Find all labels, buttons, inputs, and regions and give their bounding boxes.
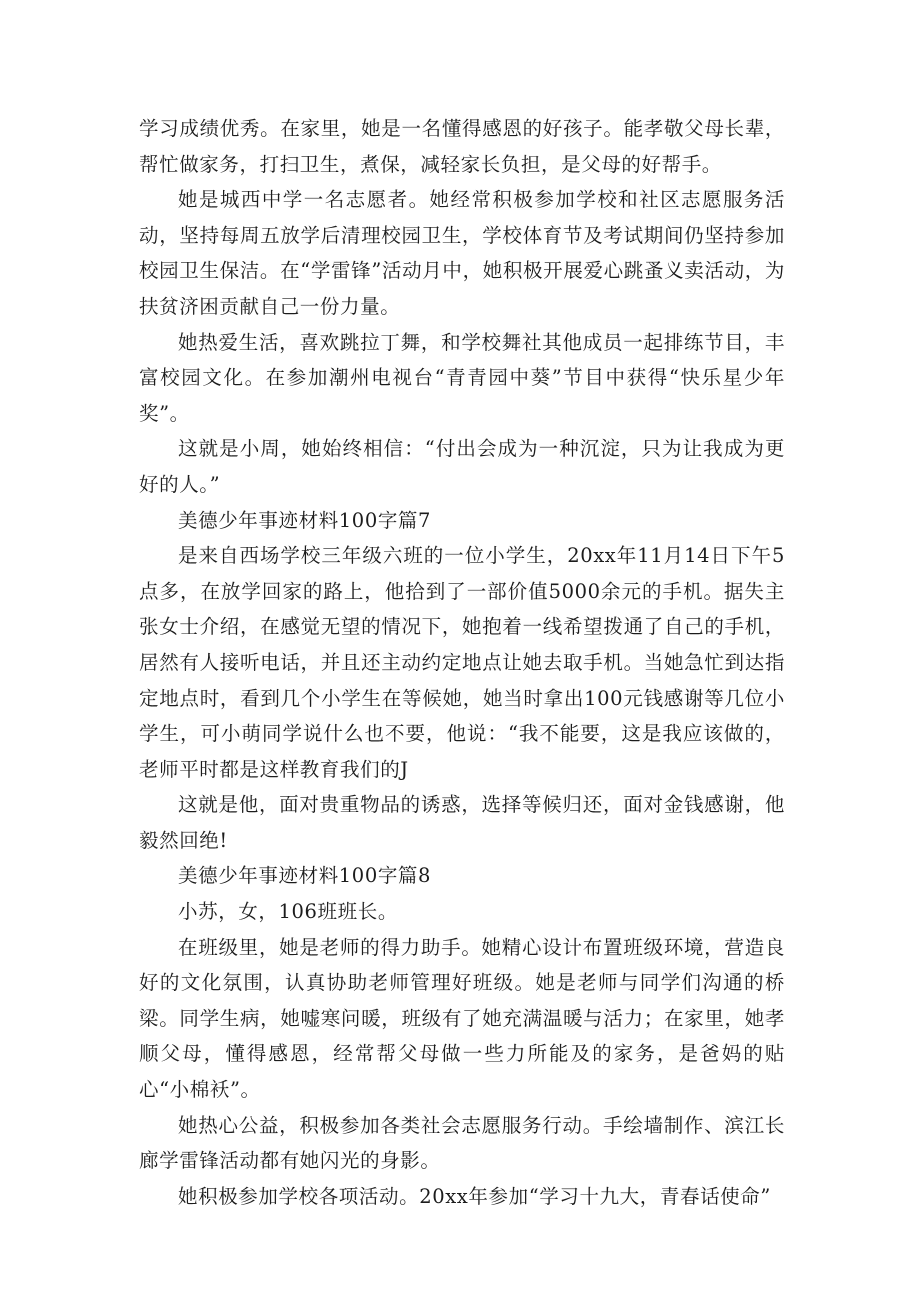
- paragraph: 在班级里，她是老师的得力助手。她精心设计布置班级环境，营造良好的文化氛围，认真协助老师管理好班级。她是老师与同学们沟通的桥梁。同学生病，她嘘寒问暖，班级有了她充满温暖与活力；在家里，她孝顺父母，懂得感恩，经常帮父母做一些力所能及的家务，是爸妈的贴心“小棉袄”。: [139, 935, 785, 1102]
- paragraph: 小苏，女，106班班长。: [178, 900, 398, 924]
- paragraph: 是来自西场学校三年级六班的一位小学生，20xx年11月14日下午5点多，在放学回家的路上，他拾到了一部价值5000余元的手机。据失主张女士介绍，在感觉无望的情况下，她抱着一线希望拨通了自己的手机，居然有人接听电话，并且还主动约定地点让她去取手机。当她急忙到达指定地点时，看到几个小学生在等候她，她当时拿出100元钱感谢等几位小学生，可小萌同学说什么也不要，他说：“我不能要，这是我应该做的，老师平时都是这样教育我们的J: [139, 544, 785, 781]
- paragraph: 她热心公益，积极参加各类社会志愿服务行动。手绘墙制作、滨江长廊学雷锋活动都有她闪光的身影。: [139, 1113, 785, 1173]
- body-text: [139, 111, 785, 1214]
- section-heading: 美德少年事迹材料100字篇8: [178, 864, 432, 888]
- paragraph: 她是城西中学一名志愿者。她经常积极参加学校和社区志愿服务活动，坚持每周五放学后清理校园卫生，学校体育节及考试期间仍坚持参加校园卫生保洁。在“学雷锋”活动月中，她积极开展爱心跳蚤义卖活动，为扶贫济困贡献自己一份力量。: [139, 188, 785, 318]
- paragraph: 她热爱生活，喜欢跳拉丁舞，和学校舞社其他成员一起排练节目，丰富校园文化。在参加潮州电视台“青青园中葵”节目中获得“快乐星少年奖”。: [139, 330, 785, 425]
- paragraph: 这就是他，面对贵重物品的诱惑，选择等候归还，面对金钱感谢，他毅然回绝!: [139, 793, 785, 852]
- section-heading: 美德少年事迹材料100字篇7: [178, 508, 432, 532]
- paragraph-continued: 学习成绩优秀。在家里，她是一名懂得感恩的好孩子。能孝敬父母长辈，帮忙做家务，打扫卫生，煮保，减轻家长负担，是父母的好帮手。: [139, 117, 785, 176]
- paragraph: 她积极参加学校各项活动。20xx年参加“学习十九大，青春话使命”: [178, 1184, 771, 1208]
- paragraph: 这就是小周，她始终相信：“付出会成为一种沉淀，只为让我成为更好的人。”: [139, 437, 785, 496]
